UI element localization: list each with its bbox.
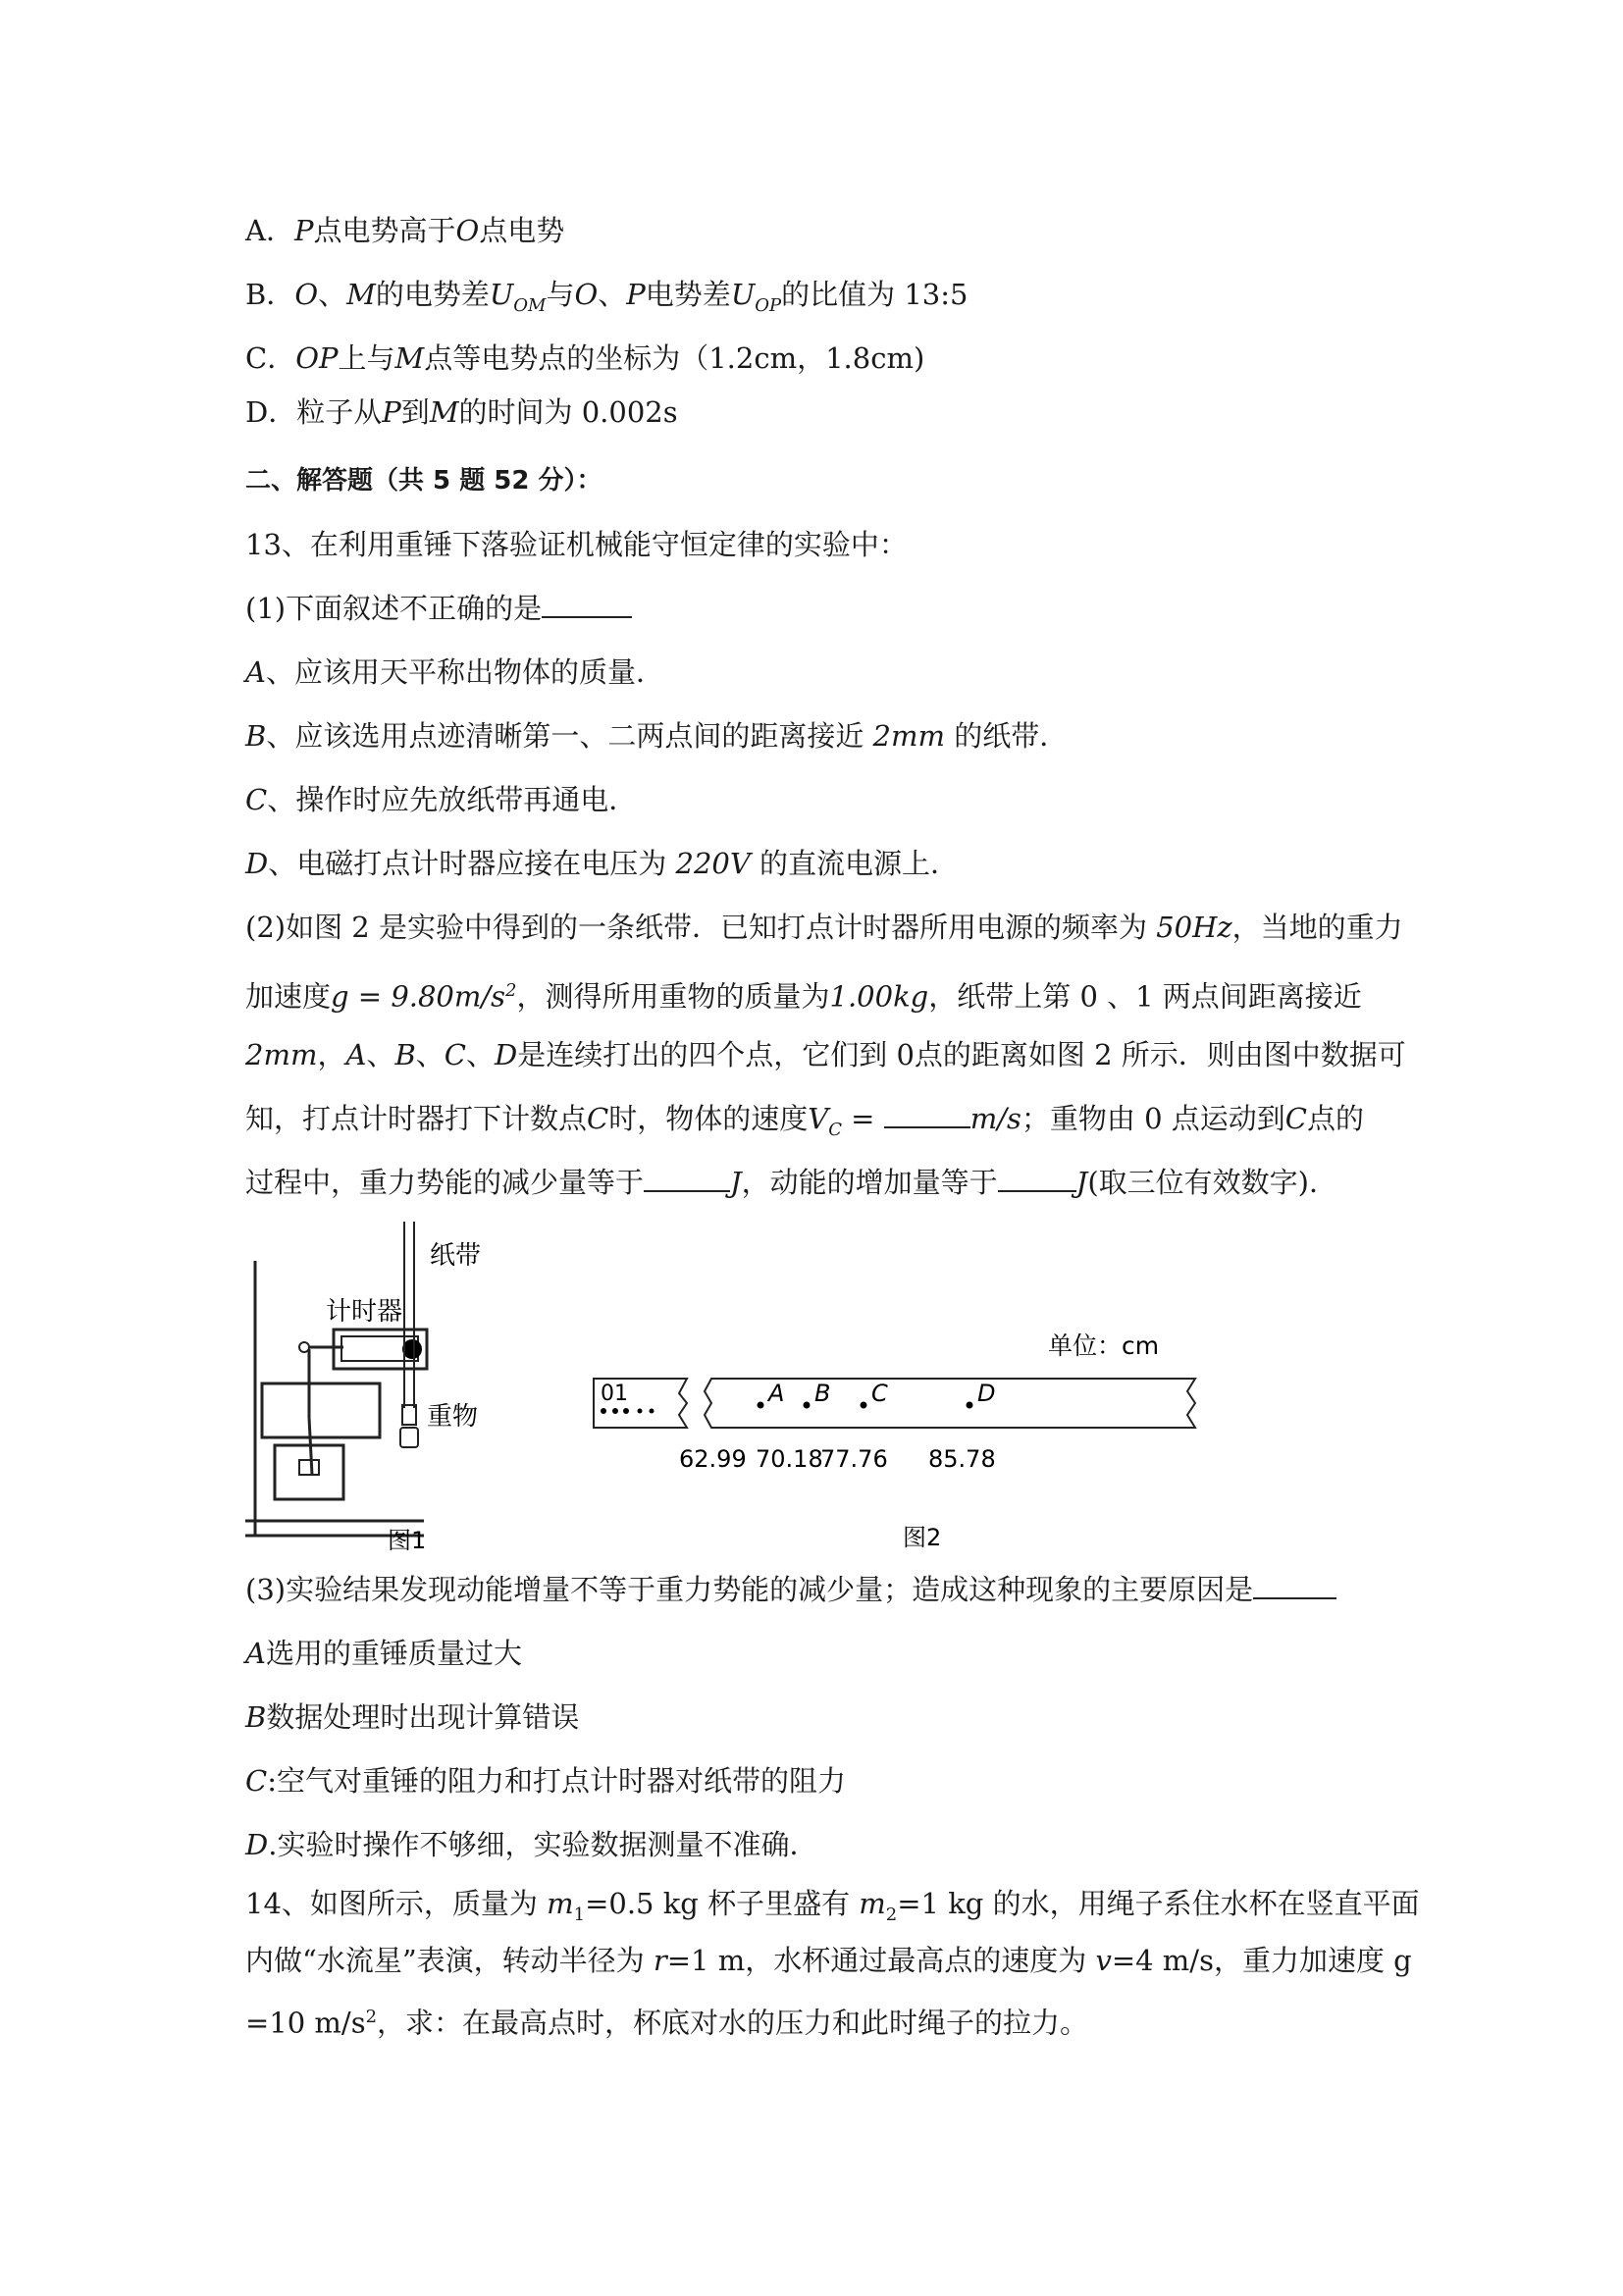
q13-p2-line4: 知，打点计时器打下计数点C时，物体的速度$V_C = m/s$；重物由 0 点运动到C点的 bbox=[245, 1099, 1364, 1150]
q13-part3: (3)实验结果发现动能增量不等于重力势能的减少量；造成这种现象的主要原因是 bbox=[245, 1570, 1336, 1609]
distance-label: 77.76 bbox=[820, 1445, 888, 1473]
answer-blank bbox=[542, 589, 632, 618]
q13-p1-option-d: D、电磁打点计时器应接在电压为 220V 的直流电源上． bbox=[245, 847, 960, 880]
figure-1-apparatus bbox=[245, 1222, 482, 1565]
answer-blank bbox=[884, 1099, 970, 1128]
tape-point-B bbox=[804, 1402, 811, 1409]
tape-point-C bbox=[861, 1402, 867, 1409]
option-b: B．O、M的电势差$U_{OM}$与O、P电势差$U_{OP}$的比值为 13:5 bbox=[245, 278, 969, 316]
q13-p1-option-c: C、操作时应先放纸带再通电． bbox=[245, 783, 638, 816]
q14-line3: =10 $m/s^2$，求：在最高点时，杯底对水的压力和此时绳子的拉力。 bbox=[245, 2006, 1089, 2040]
option-c: C．OP上与M点等电势点的坐标为（1.2cm，1.8cm) bbox=[245, 341, 925, 375]
tape-point-label: A bbox=[768, 1380, 785, 1407]
unit-label: 单位：cm bbox=[1048, 1331, 1160, 1360]
q13-p2-line1: (2)如图 2 是实验中得到的一条纸带．已知打点计时器所用电源的频率为 50Hz，当地的重力 bbox=[245, 911, 1403, 944]
label-weight: 重物 bbox=[427, 1402, 479, 1432]
q13-p3-option-a: A选用的重锤质量过大 bbox=[245, 1637, 522, 1670]
q13-p3-option-b: B数据处理时出现计算错误 bbox=[245, 1700, 580, 1734]
figure-2-paper-tape bbox=[589, 1325, 1217, 1560]
q13-p1-option-a: A、应该用天平称出物体的质量． bbox=[245, 655, 664, 689]
q14-line2: 内做“水流星”表演，转动半径为 r=1 m，水杯通过最高点的速度为 v=4 m/s，重力加速度 g bbox=[245, 1944, 1412, 1977]
fig1-caption: 图1 bbox=[388, 1527, 427, 1554]
q13-stem: 13、在利用重锤下落验证机械能守恒定律的实验中： bbox=[245, 528, 908, 561]
distance-label: 62.99 bbox=[679, 1445, 747, 1473]
section-title: 二、解答题（共 5 题 52 分）： bbox=[245, 466, 602, 496]
tape-point-label: D bbox=[977, 1380, 996, 1407]
fig2-caption: 图2 bbox=[903, 1524, 942, 1551]
tape-point-D bbox=[967, 1402, 973, 1409]
option-a: A．P点电势高于O点电势 bbox=[245, 214, 565, 247]
label-timer: 计时器 bbox=[326, 1297, 403, 1327]
answer-blank bbox=[998, 1163, 1076, 1192]
tape-point-label: B bbox=[814, 1380, 831, 1407]
start-label: 01 bbox=[601, 1382, 628, 1406]
option-d: D．粒子从P到M的时间为 0.002s bbox=[245, 395, 678, 429]
q13-p3-option-c: C:空气对重锤的阻力和打点计时器对纸带的阻力 bbox=[245, 1764, 846, 1798]
q13-p2-line5: 过程中，重力势能的减少量等于 J，动能的增加量等于 J(取三位有效数字)． bbox=[245, 1163, 1337, 1202]
q14-line1: 14、如图所示，质量为 $m_1=0.5$ kg 杯子里盛有 $m_2=1$ kg 的水，用绳子系住水杯在竖直平面 bbox=[245, 1887, 1420, 1925]
tape-point-label: C bbox=[871, 1380, 888, 1407]
answer-blank bbox=[1253, 1570, 1336, 1599]
q13-p3-option-d: D.实验时操作不够细，实验数据测量不准确． bbox=[245, 1828, 818, 1861]
q13-p2-line2: 加速度$g = 9.80m/s^2$，测得所用重物的质量为1.00kg，纸带上第 0 、1 两点间距离接近 bbox=[245, 979, 1362, 1014]
tape-point-A bbox=[758, 1402, 764, 1409]
option-label: A． bbox=[245, 214, 294, 247]
q13-part1: (1)下面叙述不正确的是 bbox=[245, 589, 632, 628]
distance-label: 70.18 bbox=[756, 1445, 823, 1473]
q13-p1-option-b: B、应该选用点迹清晰第一、二两点间的距离接近 2mm 的纸带． bbox=[245, 719, 1069, 753]
distance-label: 85.78 bbox=[928, 1445, 996, 1473]
label-tape: 纸带 bbox=[430, 1241, 482, 1271]
answer-blank bbox=[644, 1163, 730, 1192]
q13-p2-line3: 2mm，A、B、C、D是连续打出的四个点，它们到 0点的距离如图 2 所示．则由图中数据可 bbox=[245, 1038, 1406, 1071]
